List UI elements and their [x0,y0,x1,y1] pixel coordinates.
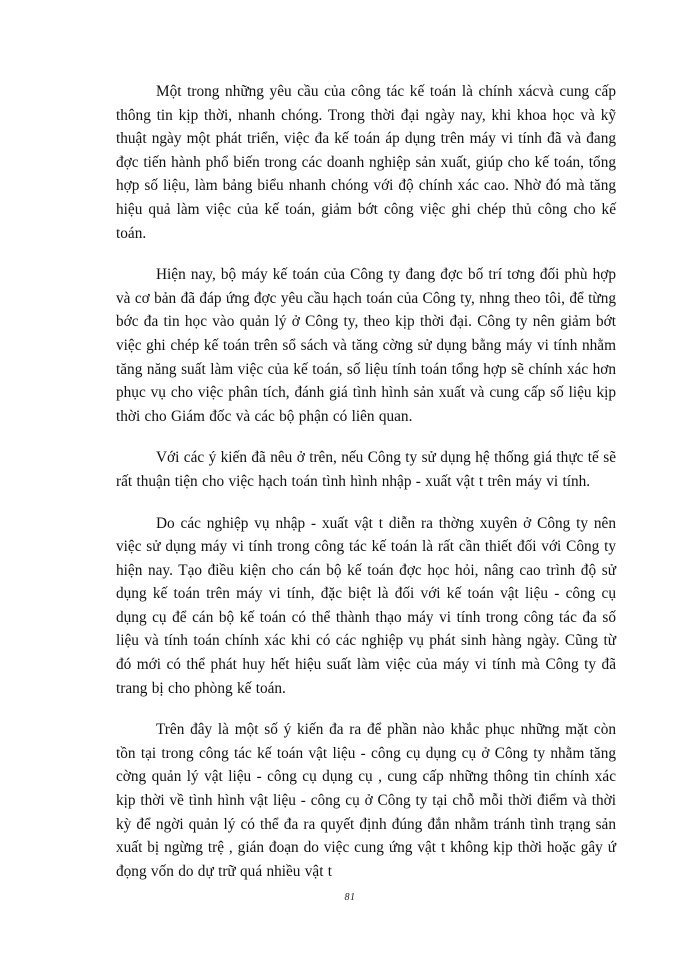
document-body [116,80,616,901]
paragraph-2: Hiện nay, bộ máy kế toán của Công ty đang đợc bố trí tơng đối phù hợp và cơ bản đã đáp ứng đợc yêu cầu hạch toán của Công ty, nhng theo tôi, để từng bớc đa tin học vào quản lý ở Công ty, theo kịp thời đại. Công ty nên giảm bớt việc ghi chép kế toán trên sổ sách và tăng cờng sử dụng bằng máy vi tính nhằm tăng năng suất làm việc của kế toán, số liệu tính toán tổng hợp sẽ chính xác hơn phục vụ cho việc phân tích, đánh giá tình hình sản xuất và cung cấp số liệu kịp thời cho Giám đốc và các bộ phận có liên quan. [116,266,616,425]
paragraph-5: Trên đây là một số ý kiến đa ra để phần nào khắc phục những mặt còn tồn tại trong công tác kế toán vật liệu - công cụ dụng cụ ở Công ty nhằm tăng cờng quản lý vật liệu - công cụ dụng cụ , cung cấp những thông tin chính xác kịp thời về tình hình vật liệu - công cụ ở Công ty tại chỗ mỗi thời điểm và thời kỳ để ngời quản lý có thể đa ra quyết định đúng đắn nhằm tránh tình trạng sản xuất bị ngừng trệ , gián đoạn do việc cung ứng vật t không kịp thời hoặc gây ứ đọng vốn do dự trữ quá nhiều vật t [116,721,616,880]
page-number: 81 [344,892,356,903]
paragraph-1: Một trong những yêu cầu của công tác kế toán là chính xácvà cung cấp thông tin kịp thời, nhanh chóng. Trong thời đại ngày nay, khi khoa học và kỹ thuật ngày một phát triển, việc đa kế toán áp dụng trên máy vi tính đã và đang đợc tiến hành phổ biến trong các doanh nghiệp sản xuất, giúp cho kế toán, tổng hợp số liệu, làm bảng biểu nhanh chóng với độ chính xác cao. Nhờ đó mà tăng hiệu quả làm việc của kế toán, giảm bớt công việc ghi chép thủ công cho kế toán. [116,83,616,242]
paragraph-4: Do các nghiệp vụ nhập - xuất vật t diễn ra thờng xuyên ở Công ty nên việc sử dụng máy vi tính trong công tác kế toán là rất cần thiết đối với Công ty hiện nay. Tạo điều kiện cho cán bộ kế toán đợc học hỏi, nâng cao trình độ sử dụng kế toán trên máy vi tính, đặc biệt là đối với kế toán vật liệu - công cụ dụng cụ để cán bộ kế toán có thể thành thạo máy vi tính trong công tác đa số liệu và tính toán chính xác khi có các nghiệp vụ phát sinh hàng ngày. Cũng từ đó mới có thể phát huy hết hiệu suất làm việc của máy vi tính mà Công ty đã trang bị cho phòng kế toán. [116,514,616,697]
paragraph-3: Với các ý kiến đã nêu ở trên, nếu Công ty sử dụng hệ thống giá thực tế sẽ rất thuận tiện cho việc hạch toán tình hình nhập - xuất vật t trên máy vi tính. [116,449,616,490]
